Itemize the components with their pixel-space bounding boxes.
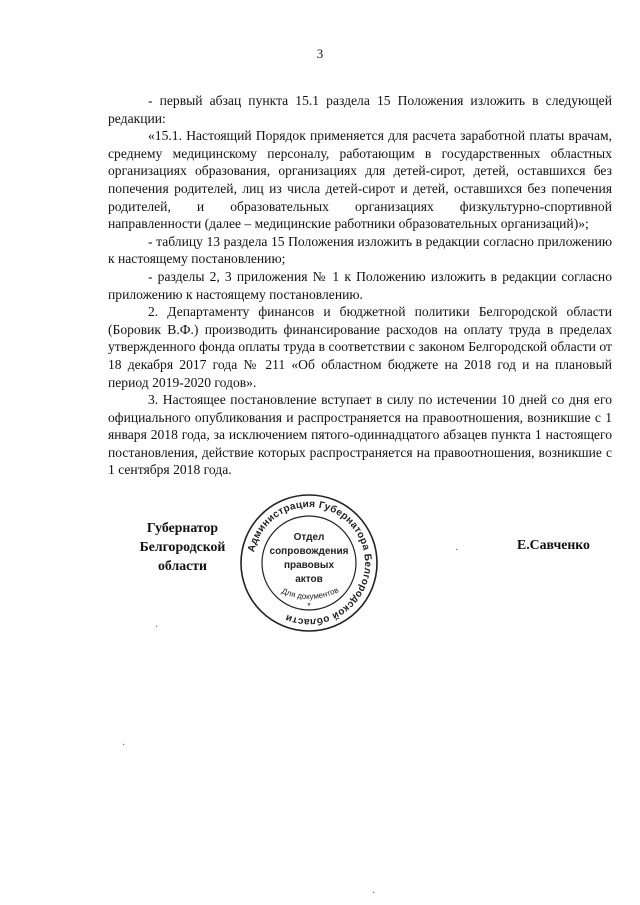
document-body	[108, 92, 612, 479]
stamp-line2: сопровождения	[269, 546, 349, 557]
paragraph: - первый абзац пункта 15.1 раздела 15 Положения изложить в следующей редакции:	[108, 93, 612, 126]
page-number: 3	[316, 46, 324, 61]
paragraph: 3. Настоящее постановление вступает в силу по истечении 10 дней со дня его официального опубликования и распространяется на правоотношения, возникшие с 1 января 2018 года, за исключением пятого-одиннадцатого абзацев пункта 1 настоящего постановления, действие которых распространяется на правоотношения, возникшие с 1 сентября 2018 года.	[108, 392, 612, 478]
paragraph: - разделы 2, 3 приложения № 1 к Положению изложить в редакции согласно приложению к настоящему постановлению.	[108, 268, 612, 302]
paragraph: 2. Департаменту финансов и бюджетной политики Белгородской области (Боровик В.Ф.) производить финансирование расходов на оплату труда в пределах утвержденного фонда оплаты труда в соответствии с законом Белгородской области от 18 декабря 2017 года № 211 «Об областном бюджете на 2018 год и на плановый период 2019-2020 годов».	[108, 304, 612, 390]
speck: ·	[455, 545, 459, 556]
paragraph: - таблицу 13 раздела 15 Положения изложить в редакции согласно приложению к настоящему постановлению;	[108, 233, 612, 267]
stamp-line1: Отдел	[293, 532, 325, 543]
stamp-line4: актов	[295, 574, 323, 585]
speck: ·	[155, 622, 159, 633]
official-stamp	[239, 493, 379, 633]
stamp-bottom-text: Для документов	[280, 585, 340, 602]
paragraph: «15.1. Настоящий Порядок применяется для расчета заработной платы врачам, среднему медицинскому персоналу, работающим в государственных областных организациях образования, организациях для детей-сирот, детей, оставшихся без попечения родителей, лиц из числа детей-сирот и детей, оставшихся без попечения родителей, и образовательных организациях физкультурно-спортивной направленности (далее – медицинские работники образовательных организаций)»;	[108, 128, 612, 232]
signature-title-line1: Губернатор	[146, 520, 219, 535]
signature-name: Е.Савченко	[517, 537, 590, 552]
stamp-ring-text: Администрация Губернатора Белгородской области	[246, 498, 374, 628]
speck: ·	[122, 740, 126, 751]
signature-title-line2: Белгородской области	[139, 539, 226, 573]
stamp-star: *	[307, 601, 311, 611]
speck: ·	[372, 888, 376, 899]
stamp-line3: правовых	[283, 560, 335, 571]
signature-title	[115, 518, 250, 575]
